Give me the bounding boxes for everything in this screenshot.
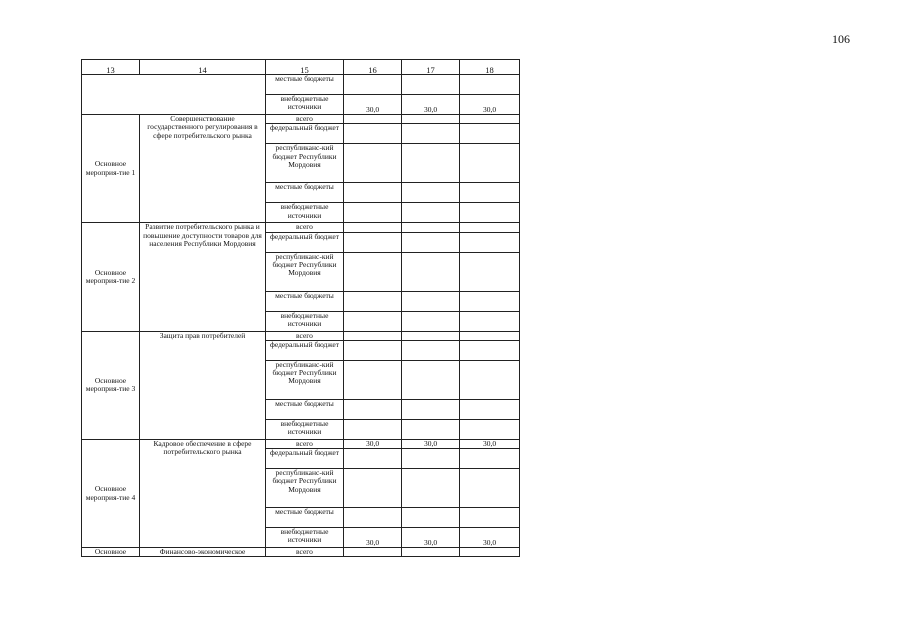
value-cell-16 (344, 115, 402, 124)
value-cell-16 (344, 223, 402, 232)
value-cell-18: 30,0 (460, 439, 520, 448)
value-cell-17 (402, 508, 460, 528)
value-cell-16: 30,0 (344, 439, 402, 448)
value-cell-17 (402, 469, 460, 508)
source-cell: местные бюджеты (266, 399, 344, 419)
value-cell-16 (344, 469, 402, 508)
source-cell: всего (266, 548, 344, 557)
value-cell-18 (460, 291, 520, 311)
activity-row (82, 223, 520, 232)
value-cell-18 (460, 399, 520, 419)
activity-code: Основное (82, 548, 140, 557)
activity-row (82, 439, 520, 448)
column-header-17: 17 (402, 60, 460, 75)
value-cell-17: 30,0 (402, 439, 460, 448)
source-cell: внебюджетные источники (266, 203, 344, 223)
value-cell-17 (402, 449, 460, 469)
source-cell: федеральный бюджет (266, 340, 344, 360)
value-cell-18 (460, 311, 520, 331)
activity-name: Развитие потребительского рынка и повышение доступности товаров для населения Республики Мордовия (140, 223, 266, 331)
value-cell-18 (460, 144, 520, 183)
activity-code: Основное мероприя-тие 1 (82, 115, 140, 223)
value-cell-16 (344, 75, 402, 95)
value-cell-18 (460, 124, 520, 144)
value-cell-16 (344, 360, 402, 399)
source-cell: республиканс-кий бюджет Республики Мордовия (266, 469, 344, 508)
value-cell-17 (402, 331, 460, 340)
value-cell-17 (402, 548, 460, 557)
value-cell-16 (344, 124, 402, 144)
source-cell: местные бюджеты (266, 291, 344, 311)
column-header-18: 18 (460, 60, 520, 75)
source-cell: федеральный бюджет (266, 124, 344, 144)
activity-name: Финансово-экономическое (140, 548, 266, 557)
source-cell: местные бюджеты (266, 183, 344, 203)
budget-table (81, 59, 520, 557)
value-cell-18 (460, 232, 520, 252)
value-cell-16 (344, 311, 402, 331)
value-cell-18 (460, 252, 520, 291)
value-cell-17: 30,0 (402, 95, 460, 115)
value-cell-16 (344, 508, 402, 528)
value-cell-17 (402, 232, 460, 252)
value-cell-16 (344, 291, 402, 311)
source-cell: внебюджетные источники (266, 95, 344, 115)
source-cell: федеральный бюджет (266, 449, 344, 469)
column-header-13: 13 (82, 60, 140, 75)
value-cell-18 (460, 223, 520, 232)
column-header-15: 15 (266, 60, 344, 75)
value-cell-18 (460, 449, 520, 469)
value-cell-16 (344, 183, 402, 203)
continuation-row (82, 75, 520, 95)
column-header-16: 16 (344, 60, 402, 75)
value-cell-16 (344, 144, 402, 183)
value-cell-18: 30,0 (460, 528, 520, 548)
value-cell-16 (344, 232, 402, 252)
source-cell: всего (266, 439, 344, 448)
value-cell-17 (402, 419, 460, 439)
value-cell-18 (460, 508, 520, 528)
source-cell: внебюджетные источники (266, 528, 344, 548)
value-cell-17 (402, 124, 460, 144)
value-cell-18 (460, 331, 520, 340)
activity-code: Основное мероприя-тие 4 (82, 439, 140, 547)
source-cell: всего (266, 331, 344, 340)
value-cell-17 (402, 203, 460, 223)
source-cell: федеральный бюджет (266, 232, 344, 252)
value-cell-16 (344, 331, 402, 340)
value-cell-16 (344, 399, 402, 419)
value-cell-17 (402, 311, 460, 331)
value-cell-17 (402, 144, 460, 183)
value-cell-17 (402, 223, 460, 232)
page-number: 106 (832, 32, 850, 46)
activity-code: Основное мероприя-тие 3 (82, 331, 140, 439)
value-cell-18 (460, 419, 520, 439)
activity-code: Основное мероприя-тие 2 (82, 223, 140, 331)
header-row (82, 60, 520, 75)
value-cell-16 (344, 449, 402, 469)
source-cell: всего (266, 115, 344, 124)
activity-name: Защита прав потребителей (140, 331, 266, 439)
value-cell-16 (344, 252, 402, 291)
activity-row (82, 331, 520, 340)
column-header-14: 14 (140, 60, 266, 75)
source-cell: республиканс-кий бюджет Республики Мордовия (266, 252, 344, 291)
value-cell-17 (402, 252, 460, 291)
value-cell-18 (460, 360, 520, 399)
value-cell-18 (460, 75, 520, 95)
value-cell-17 (402, 291, 460, 311)
source-cell: внебюджетные источники (266, 419, 344, 439)
value-cell-17 (402, 183, 460, 203)
value-cell-18 (460, 469, 520, 508)
value-cell-18 (460, 340, 520, 360)
value-cell-18 (460, 115, 520, 124)
source-cell: внебюджетные источники (266, 311, 344, 331)
budget-table-body (82, 60, 520, 557)
value-cell-18 (460, 203, 520, 223)
activity-name: Совершенствование государственного регулирования в сфере потребительского рынка (140, 115, 266, 223)
value-cell-16 (344, 203, 402, 223)
value-cell-17 (402, 340, 460, 360)
value-cell-16 (344, 419, 402, 439)
value-cell-17 (402, 75, 460, 95)
activity-row (82, 115, 520, 124)
value-cell-16: 30,0 (344, 528, 402, 548)
source-cell: республиканс-кий бюджет Республики Мордовия (266, 360, 344, 399)
value-cell-16 (344, 340, 402, 360)
source-cell: местные бюджеты (266, 75, 344, 95)
value-cell-16 (344, 548, 402, 557)
value-cell-18 (460, 548, 520, 557)
activity-name: Кадровое обеспечение в сфере потребительского рынка (140, 439, 266, 547)
source-cell: местные бюджеты (266, 508, 344, 528)
value-cell-18: 30,0 (460, 95, 520, 115)
value-cell-17 (402, 399, 460, 419)
continuation-empty-cell (82, 75, 266, 115)
source-cell: республиканс-кий бюджет Республики Мордовия (266, 144, 344, 183)
source-cell: всего (266, 223, 344, 232)
last-row (82, 548, 520, 557)
value-cell-16: 30,0 (344, 95, 402, 115)
value-cell-17 (402, 360, 460, 399)
value-cell-18 (460, 183, 520, 203)
value-cell-17 (402, 115, 460, 124)
value-cell-17: 30,0 (402, 528, 460, 548)
